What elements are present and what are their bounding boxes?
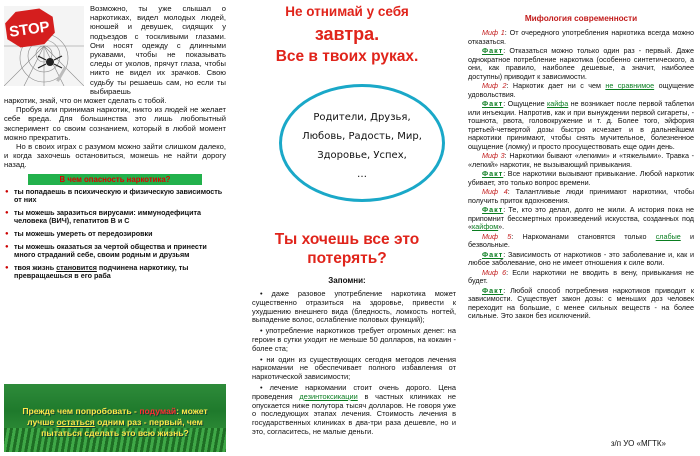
- mythology-title: Мифология современности: [524, 14, 638, 23]
- myth-4: Миф 4: Талантливые люди принимают наркотики, чтобы получить приток вдохновения.: [468, 187, 694, 205]
- heading-dont-take: Не отнимай у себя: [285, 4, 409, 19]
- left-column: [0, 0, 230, 456]
- danger-item: ● ты попадаешь в психическую и физическую зависимость от них: [4, 188, 226, 205]
- values-list: [284, 108, 440, 184]
- values-line: …: [357, 169, 367, 180]
- myth-1: Миф 1: От очередного употребления наркотика всегда можно отказаться.: [468, 28, 695, 46]
- heading-in-your-hands: Все в твоих руках.: [275, 48, 419, 65]
- danger-title: В чем опасность наркотика?: [28, 174, 202, 185]
- remember-title: Запомни:: [328, 276, 366, 285]
- heading-tomorrow: завтра.: [314, 24, 380, 44]
- stop-sign-text: STOP: [8, 18, 51, 41]
- remember-item: • употребление наркотиков требует огромных денег: на героин в сутки уходит не меньше 50 долларов, на кокаин - более ста;: [252, 326, 456, 353]
- intro-text-bottom: наркотик, знай, что он может сделать с тобой.: [4, 96, 167, 106]
- remember-item: • лечение наркомании стоит очень дорого. Цена проведения дезинтоксикации в частных клиниках не опускается ниже полутора тысяч долларов. Не говоря уже о последующих этапах лечения. Стоимость лечения в государственных клиниках в два-три раза дешевле, но и это, согласитесь, не малые деньги.: [252, 382, 456, 436]
- grass-banner: [4, 384, 226, 452]
- values-line: Любовь, Радость, Мир,: [302, 131, 422, 142]
- fact-4: Факт: Те, кто это делал, долго не жили. А история пока не припомнит бессмертных произведений искусства, созданных под «кайфом».: [468, 205, 694, 231]
- remember-item: • ни один из существующих сегодня методов лечения наркомании не обеспечивает полного избавления от наркотической зависимости;: [252, 354, 456, 382]
- intro-text-top: Возможно, ты уже слышал о наркотиках, видел молодых людей, юношей и девушек, сидящих у подъездов с тоскливыми глазами. Они носят одежду с длинными рукавами, чтобы не показывать следы от уколов, прячут глаза, чтобы никто не видел их зрачков. Свою судьбу ты решаешь сам, но если ты выбираешь: [90, 4, 226, 96]
- right-column: [464, 0, 700, 456]
- fact-1: Факт: Отказаться можно только один раз - первый. Даже однократное потребление наркотика (особенно синтетического, а они, как правило, наиболее дешевые, а значит, наиболее доступны) приводит к зависимости.: [468, 46, 694, 81]
- signature: з/п УО «МГТК»: [610, 439, 666, 448]
- myth-6: Миф 6: Если наркотики не вводить в вену, привыкания не будет.: [468, 267, 694, 285]
- fact-3: Факт: Все наркотики вызывают привыкание. Любой наркотик убивает, это только вопрос времени.: [468, 169, 694, 187]
- fact-5: Факт: Зависимость от наркотиков - это заболевание и, как и любое заболевание, оно не имеет отношения к силе воли.: [468, 249, 694, 267]
- danger-item: ● ты можешь оказаться за чертой общества и принести много страданий себе, своим родным и друзьям: [4, 243, 226, 260]
- danger-item: ● ты можешь заразиться вирусами: иммунодефицита человека (ВИЧ), гепатитов В и С: [4, 209, 226, 226]
- myth-5: Миф 5: Наркоманами становятся только слабые и безвольные.: [468, 231, 695, 249]
- paragraph-curiosity: Пробуя или принимая наркотик, никто из людей не желает себе вреда. Для большинства это лишь любопытный эксперимент со своим сознанием, который в любой момент можно прекратить.: [4, 105, 226, 142]
- myth-2: Миф 2: Наркотик дает ни с чем не сравнимое ощущение удовольствия.: [468, 81, 694, 99]
- middle-column: [232, 0, 462, 456]
- values-line: Здоровье, Успех,: [317, 150, 407, 161]
- myth-3: Миф 3: Наркотики бывают «легкими» и «тяжелыми». Травка - «легкий» наркотик, не вызывающий привыкания.: [468, 151, 695, 169]
- remember-list: [252, 290, 456, 439]
- paragraph-too-far: Но в своих играх с разумом можно зайти слишком далеко, и когда захочешь остановиться, можешь не найти дорогу назад.: [4, 142, 226, 170]
- stop-sign-image: [4, 6, 84, 86]
- danger-list: [4, 188, 226, 281]
- fact-6: Факт: Любой способ потребления наркотиков приводит к зависимости. Существует закон дозы: с меньших доз человек переходит на большие, с менее сильных веществ - на более сильные. Это закон без исключений.: [468, 285, 694, 320]
- remember-item: • даже разовое употребление наркотика может существенно отразиться на здоровье, привести к ухудшению внешнего вида (бледность, ломкость ногтей, выпадение волос, ослабление половых функций);: [252, 289, 456, 325]
- banner-text: Прежде чем попробовать - подумай: может лучше остаться одним раз - первый, чем пытаться сделать это всю жизнь?: [22, 406, 208, 438]
- values-line: Родители, Друзья,: [313, 112, 411, 123]
- fact-2: Факт: Ощущение кайфа не возникает после первой таблетки или инъекции. Напротив, как и при вынуждении первой сигареты, - тошнота, рвота, головокружение и т. д. Более того, эйфория третьей-четвертой дозы быстро исчезает и в дальнейшем наркотики принимают, чтобы снять мучительное, болезненное ощущение (ломку) и просто просуществовать еще один день.: [468, 99, 695, 151]
- danger-item: ● ты можешь умереть от передозировки: [4, 230, 226, 239]
- heading-lose-question: Ты хочешь все это потерять?: [274, 231, 420, 267]
- danger-item: ● твоя жизнь становится подчинена наркотику, ты превращаешься в его раба: [4, 264, 226, 281]
